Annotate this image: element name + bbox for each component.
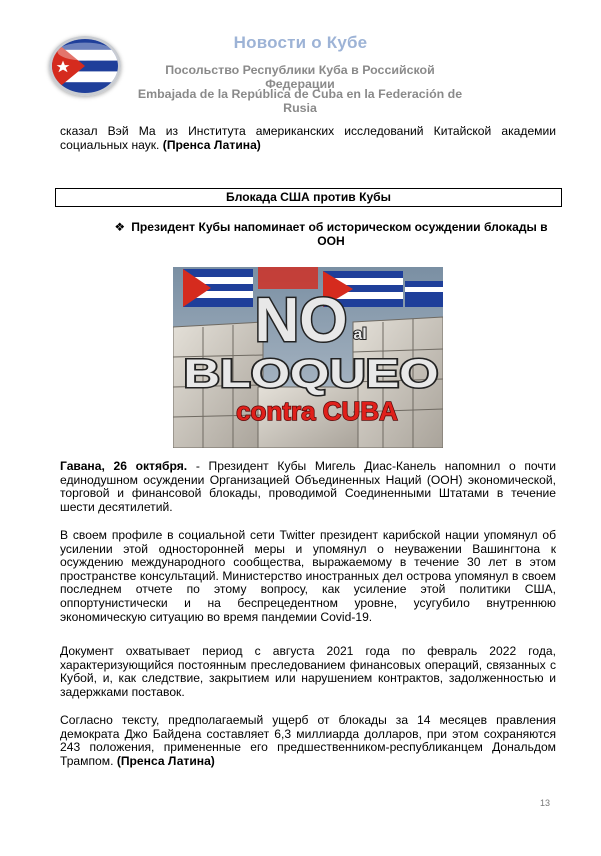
no-al-bloqueo-image	[173, 267, 443, 448]
paragraph-4-text: Согласно тексту, предполагаемый ущерб от блокады за 14 месяцев правления демократа Джо Байдена составляет 6,3 миллиарда долларов, при этом сохраняются 243 положения, примененные его предшественником-республиканцем Дональдом Трампом.	[60, 713, 556, 768]
headline-text: Президент Кубы напоминает об историческом осуждении блокады в ООН	[131, 220, 548, 248]
intro-paragraph	[60, 125, 556, 152]
newsletter-title: Новости о Кубе	[233, 33, 368, 52]
image-al-text: al	[353, 326, 367, 343]
dateline: Гавана, 26 октября.	[60, 459, 188, 473]
paragraph-4-source: (Пренса Латина)	[116, 753, 215, 768]
intro-source: (Пренса Латина)	[162, 137, 261, 152]
intro-text: сказал Вэй Ма из Института американских исследований Китайской академии социальных наук.	[60, 124, 556, 152]
image-contra-text: contra CUBA	[236, 396, 398, 426]
paragraph-3: Документ охватывает период с августа 2021 года по февраль 2022 года, характеризующийся постоянным преследованием финансовых операций, связанных с Кубой, и, как следствие, закрытием или нарушением контрактов, задолженностью и задержками поставок.	[60, 644, 556, 699]
embassy-name-es: Embajada de la República de Cuba en la Federación de Rusia	[137, 87, 463, 115]
paragraph-2: В своем профиле в социальной сети Twitter президент карибской нации упомянул об усилении этой односторонней меры и упомянул о неуважении Вашингтона к осуждению международного сообщества, выражаемому в течение 30 лет в этом пространстве консультаций. Министерство иностранных дел острова упомянул в своем последнем отчете по этому вопросу, как усиление этой политики США, оппортунистически и на беспрецедентном уровне, усугубило внутреннюю экономическую ситуацию во время пандемии Covid-19.	[60, 528, 556, 624]
paragraph-1	[60, 460, 556, 514]
page-number: 13	[540, 798, 551, 808]
paragraph-1-text: - Президент Кубы Мигель Диас-Канель напомнил о почти единодушном осуждении Организацией Объединенных Наций (ООН) экономической, торговой и финансовой блокады, проводимой Соединенными Штатами в течение шести десятилетий.	[60, 459, 556, 514]
article-headline	[105, 220, 557, 248]
section-title: Блокада США против Кубы	[55, 188, 562, 207]
diamond-bullet-icon: ❖	[114, 220, 126, 234]
image-bloqueo-text: BLOQUEO	[183, 352, 439, 396]
paragraph-4	[60, 714, 556, 768]
image-no-text: NO	[254, 286, 348, 355]
embassy-name-ru: Посольство Республики Куба в Российской Федерации	[165, 63, 435, 91]
